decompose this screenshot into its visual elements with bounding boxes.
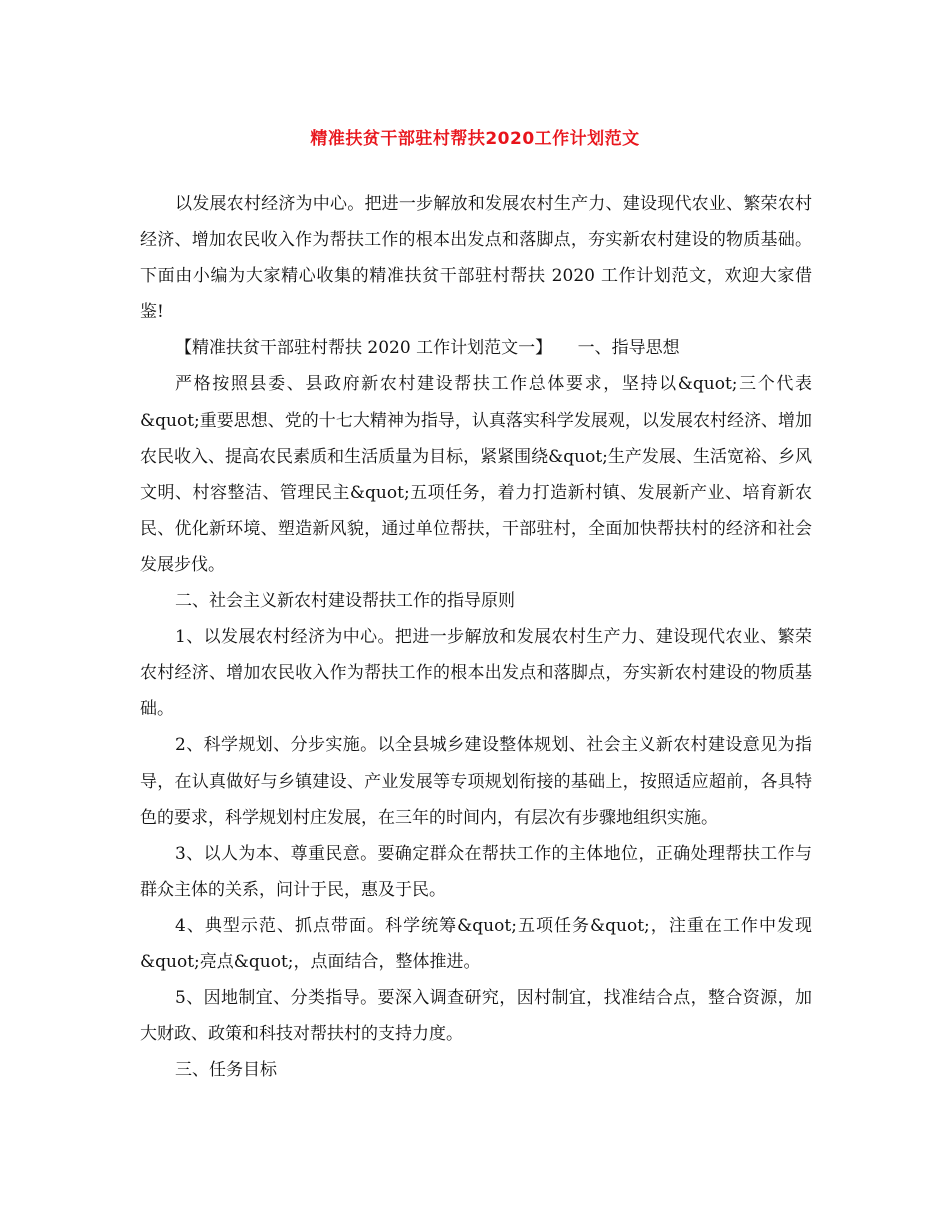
paragraph-intro: 以发展农村经济为中心。把进一步解放和发展农村生产力、建设现代农业、繁荣农村经济、增加农民收入作为帮扶工作的根本出发点和落脚点，夯实新农村建设的物质基础。下面由小编为大家精心收集的精准扶贫干部驻村帮扶 2020 工作计划范文，欢迎大家借鉴! [140,194,812,323]
document-title: 精准扶贫干部驻村帮扶2020工作计划范文 [310,129,640,149]
paragraph-section-heading: 【精准扶贫干部驻村帮扶 2020 工作计划范文一】 一、指导思想 [175,338,680,359]
paragraph-principles-heading: 二、社会主义新农村建设帮扶工作的指导原则 [175,591,515,612]
document-body [140,186,812,1088]
paragraph-principle-3: 3、以人为本、尊重民意。要确定群众在帮扶工作的主体地位，正确处理帮扶工作与群众主体的关系，问计于民，惠及于民。 [140,843,812,900]
paragraph-principle-1: 1、以发展农村经济为中心。把进一步解放和发展农村生产力、建设现代农业、繁荣农村经济、增加农民收入作为帮扶工作的根本出发点和落脚点，夯实新农村建设的物质基础。 [140,627,812,720]
paragraph-principle-2: 2、科学规划、分步实施。以全县城乡建设整体规划、社会主义新农村建设意见为指导，在认真做好与乡镇建设、产业发展等专项规划衔接的基础上，按照适应超前，各具特色的要求，科学规划村庄发展，在三年的时间内，有层次有步骤地组织实施。 [140,735,812,828]
paragraph-guiding-thought: 严格按照县委、县政府新农村建设帮扶工作总体要求，坚持以&quot;三个代表&quot;重要思想、党的十七大精神为指导，认真落实科学发展观，以发展农村经济、增加农民收入、提高农民素质和生活质量为目标，紧紧围绕&quot;生产发展、生活宽裕、乡风文明、村容整洁、管理民主&quot;五项任务，着力打造新村镇、发展新产业、培育新农民、优化新环境、塑造新风貌，通过单位帮扶，干部驻村，全面加快帮扶村的经济和社会发展步伐。 [140,374,812,575]
paragraph-principle-4: 4、典型示范、抓点带面。科学统筹&quot;五项任务&quot;，注重在工作中发现&quot;亮点&quot;，点面结合，整体推进。 [140,915,812,972]
paragraph-goals-heading: 三、任务目标 [175,1060,277,1081]
paragraph-principle-5: 5、因地制宜、分类指导。要深入调查研究，因村制宜，找准结合点，整合资源，加大财政、政策和科技对帮扶村的支持力度。 [140,988,812,1045]
